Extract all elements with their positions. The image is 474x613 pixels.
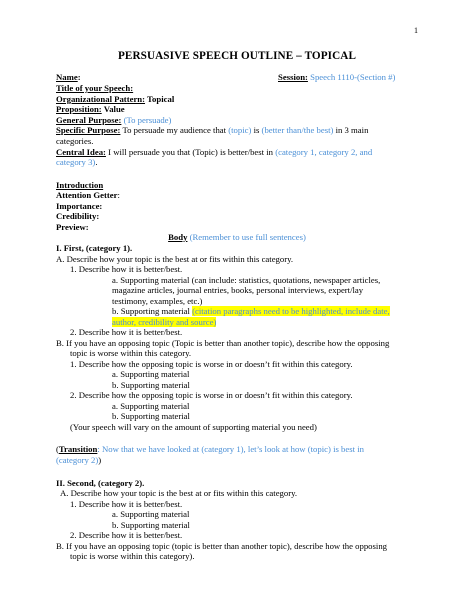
transition-label: Transition bbox=[58, 444, 98, 454]
sp-is: is bbox=[251, 125, 262, 135]
subpoint-1b: B. If you have an opposing topic (Topic is better than another topic), describe how the opposing bbox=[56, 338, 390, 348]
item-1a1: 1. Describe how it is better/best. bbox=[70, 264, 183, 274]
item-1b2: 2. Describe how the opposing topic is worse in or doesn’t fit within this category. bbox=[70, 390, 353, 400]
item-2a1b: b. Supporting material bbox=[112, 520, 190, 530]
transition bbox=[56, 444, 364, 455]
ci-dot: . bbox=[95, 157, 98, 167]
ci-label: Central Idea: bbox=[56, 147, 106, 157]
proposition bbox=[56, 104, 125, 115]
name-label: Name bbox=[56, 72, 78, 82]
preview: Preview: bbox=[56, 222, 89, 232]
organizational-pattern bbox=[56, 94, 174, 105]
item-2a1a: a. Supporting material bbox=[112, 509, 190, 519]
citation-highlight-line2: author, credibility and source) bbox=[112, 317, 217, 327]
specific-purpose-line2: categories. bbox=[56, 136, 94, 146]
session-label: Session: bbox=[278, 72, 308, 82]
name-line bbox=[56, 72, 81, 83]
item-1a1a-line2: magazine articles, journal entries, books, personal interviews, expert/lay bbox=[112, 285, 364, 295]
sp-text: To persuade my audience that bbox=[120, 125, 229, 135]
subpoint-2b: B. If you have an opposing topic (topic is better than another topic), describe how the opposing bbox=[56, 541, 388, 551]
speech-title-label: Title of your Speech: bbox=[56, 83, 134, 93]
subpoint-2b-line2: topic is worse within this category). bbox=[70, 551, 195, 561]
introduction-heading: Introduction bbox=[56, 180, 104, 190]
sp-in3: in 3 main bbox=[333, 125, 369, 135]
ci-categories: (category 1, category 2, and bbox=[275, 147, 373, 157]
item-2a1: 1. Describe how it is better/best. bbox=[70, 499, 183, 509]
org-value: Topical bbox=[145, 94, 175, 104]
gp-value: (To persuade) bbox=[121, 115, 172, 125]
item-1b2b: b. Supporting material bbox=[112, 411, 190, 421]
specific-purpose bbox=[56, 125, 368, 136]
gp-label: General Purpose: bbox=[56, 115, 122, 125]
body-heading: Body bbox=[168, 232, 188, 242]
attention-colon: : bbox=[117, 190, 120, 200]
importance: Importance: bbox=[56, 201, 103, 211]
sp-label: Specific Purpose: bbox=[56, 125, 121, 135]
transition-text: : Now that we have looked at (category 1), let’s look at how (topic) is best in bbox=[97, 444, 364, 454]
prop-label: Proposition: bbox=[56, 104, 102, 114]
attention-label: Attention Getter bbox=[56, 190, 118, 200]
central-idea-line2 bbox=[56, 157, 98, 168]
body-note: (Remember to use full sentences) bbox=[187, 232, 306, 242]
page-title: PERSUASIVE SPEECH OUTLINE – TOPICAL bbox=[117, 50, 357, 62]
item-1a1b-text: b. Supporting material bbox=[112, 306, 193, 316]
item-1b1a: a. Supporting material bbox=[112, 369, 190, 379]
main-point-2: II. Second, (category 2). bbox=[56, 478, 145, 488]
subpoint-1a: A. Describe how your topic is the best at or fits within this category. bbox=[56, 254, 294, 264]
transition-line2-text: (category 2) bbox=[56, 455, 99, 465]
attention-getter bbox=[56, 190, 120, 201]
item-1a1b bbox=[112, 306, 390, 317]
page-number: 1 bbox=[414, 26, 418, 35]
ci-line2: category 3) bbox=[56, 157, 96, 167]
transition-close-paren: ) bbox=[98, 455, 102, 465]
vary-note: (Your speech will vary on the amount of supporting material you need) bbox=[70, 422, 317, 432]
item-1b1b: b. Supporting material bbox=[112, 380, 190, 390]
item-1b2a: a. Supporting material bbox=[112, 401, 190, 411]
general-purpose bbox=[56, 115, 171, 126]
body-heading-line bbox=[0, 232, 474, 243]
item-1a1b-line2 bbox=[112, 317, 216, 328]
session-line bbox=[278, 72, 395, 83]
item-1a1a: a. Supporting material (can include: statistics, quotations, newspaper articles, bbox=[112, 275, 381, 285]
org-label: Organizational Pattern: bbox=[56, 94, 146, 104]
credibility: Credibility: bbox=[56, 211, 100, 221]
central-idea bbox=[56, 147, 372, 158]
sp-better: (better than/the best) bbox=[261, 125, 334, 135]
main-point-1: I. First, (category 1). bbox=[56, 243, 133, 253]
subpoint-2a: A. Describe how your topic is the best at or fits within this category. bbox=[60, 488, 298, 498]
prop-value: Value bbox=[101, 104, 125, 114]
citation-highlight: (citation paragraphs need to be highlighted, include date, bbox=[192, 306, 390, 316]
transition-open-paren: ( bbox=[56, 444, 59, 454]
item-2a2: 2. Describe how it is better/best. bbox=[70, 530, 183, 540]
item-1b1: 1. Describe how the opposing topic is worse in or doesn’t fit within this category. bbox=[70, 359, 353, 369]
ci-text: I will persuade you that (Topic) is better/best in bbox=[105, 147, 276, 157]
transition-line2 bbox=[56, 455, 101, 466]
item-1a2: 2. Describe how it is better/best. bbox=[70, 327, 183, 337]
sp-topic: (topic) bbox=[228, 125, 252, 135]
subpoint-1b-line2: topic is worse within this category. bbox=[70, 348, 192, 358]
name-colon: : bbox=[77, 72, 81, 82]
session-value: Speech 1110-(Section #) bbox=[310, 72, 396, 82]
item-1a1a-line3: testimony, examples, etc.) bbox=[112, 296, 203, 306]
